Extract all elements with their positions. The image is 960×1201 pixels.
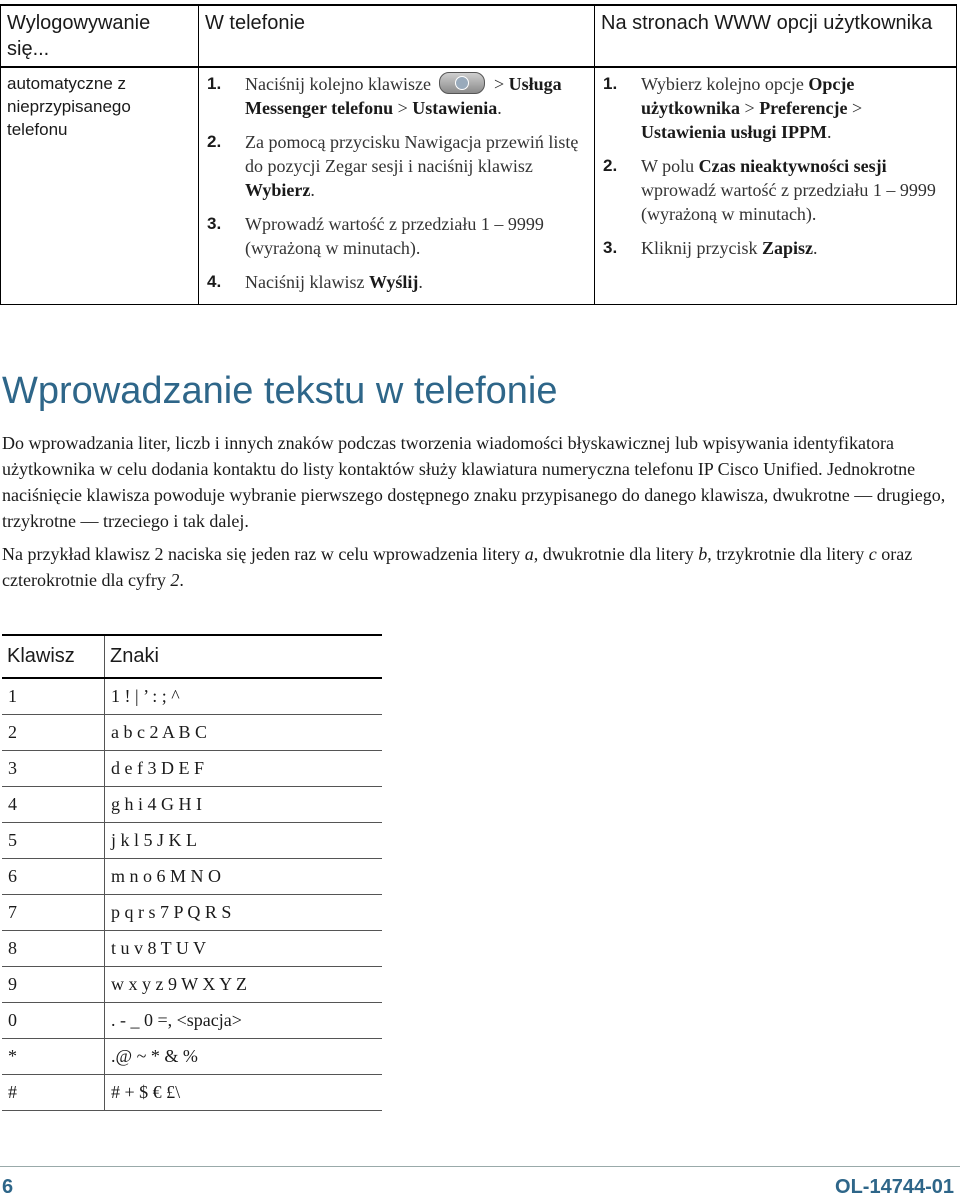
menu-ippm-settings: Ustawienia usługi IPPM <box>641 122 828 142</box>
phone-steps-list <box>205 72 588 294</box>
phone-step-1 <box>205 72 588 120</box>
header-on-phone: W telefonie <box>199 5 595 67</box>
field-session-timeout: Czas nieaktywności sesji <box>698 156 887 176</box>
table-row <box>2 823 382 859</box>
characters-cell: d e f 3 D E F <box>105 751 383 787</box>
characters-cell: j k l 5 J K L <box>105 823 383 859</box>
paragraph-text: , trzykrotnie dla litery <box>707 544 869 564</box>
keypad-characters-table <box>2 634 382 1111</box>
web-steps-cell <box>595 67 957 305</box>
example-letter-c: c <box>868 544 877 564</box>
step-text: Naciśnij klawisz <box>245 272 369 292</box>
key-cell: 3 <box>2 751 105 787</box>
menu-user-options: Opcje użytkownika <box>641 74 855 118</box>
step-text: . <box>497 98 502 118</box>
table-row <box>2 678 382 715</box>
key-cell: 9 <box>2 967 105 1003</box>
paragraph-text: , dwukrotnie dla litery <box>533 544 699 564</box>
step-number: 1. <box>603 74 618 93</box>
save-button-label: Zapisz <box>761 238 813 258</box>
web-step-3 <box>601 236 950 260</box>
step-text: wprowadź wartość z przedziału 1 – 9999 (wyrażoną w minutach). <box>641 180 936 224</box>
characters-cell: t u v 8 T U V <box>105 931 383 967</box>
characters-cell: p q r s 7 P Q R S <box>105 895 383 931</box>
key-cell: 1 <box>2 678 105 715</box>
step-text: Wybierz kolejno opcje <box>641 74 809 94</box>
logout-options-table <box>0 4 957 305</box>
step-number: 2. <box>207 132 222 151</box>
characters-cell: 1 ! | ’ : ; ^ <box>105 678 383 715</box>
example-paragraph <box>2 541 956 593</box>
header-logout: Wylogowywanie się... <box>1 5 199 67</box>
messages-key-icon <box>439 72 485 94</box>
step-text: > <box>847 98 863 118</box>
phone-steps-cell <box>199 67 595 305</box>
key-cell: 7 <box>2 895 105 931</box>
table-row <box>2 1075 382 1111</box>
key-cell: * <box>2 1039 105 1075</box>
characters-cell: w x y z 9 W X Y Z <box>105 967 383 1003</box>
step-number: 1. <box>207 74 222 93</box>
step-number: 3. <box>207 214 222 233</box>
example-letter-a: a <box>524 544 534 564</box>
web-step-1 <box>601 72 950 144</box>
step-text: > <box>740 98 760 118</box>
key-cell: 0 <box>2 1003 105 1039</box>
document-id: OL-14744-01 <box>835 1176 954 1198</box>
table-row <box>2 931 382 967</box>
table-row <box>2 787 382 823</box>
page-number: 6 <box>2 1176 14 1198</box>
step-text: . <box>813 238 818 258</box>
intro-paragraph: Do wprowadzania liter, liczb i innych znaków podczas tworzenia wiadomości błyskawicznej lub wpisywania identyfikatora użytkownika w celu dodania kontaktu do listy kontaktów służy klawiatura numeryczna telefonu IP Cisco Unified. Jednokrotne naciśnięcie klawisza powoduje wybranie pierwszego dostępnego znaku przypisanego do danego klawisza, dwukrotne — drugiego, trzykrotne — trzeciego i tak dalej. <box>2 433 946 531</box>
paragraph-text: . <box>179 570 184 590</box>
key-cell: 2 <box>2 715 105 751</box>
example-digit-2: 2 <box>170 570 180 590</box>
table-header-row <box>1 5 957 67</box>
step-text: Wprowadź wartość z przedziału 1 – 9999 (wyrażoną w minutach). <box>245 214 544 258</box>
table-row <box>1 67 957 305</box>
step-text: Naciśnij kolejno klawisze <box>245 74 431 94</box>
paragraph-text: Na przykład klawisz 2 naciska się jeden raz w celu wprowadzenia litery <box>2 544 525 564</box>
table-row <box>2 859 382 895</box>
characters-cell: g h i 4 G H I <box>105 787 383 823</box>
key-cell: 5 <box>2 823 105 859</box>
step-number: 4. <box>207 272 222 291</box>
web-step-2 <box>601 154 950 226</box>
menu-preferences: Preferencje <box>759 98 848 118</box>
table-row <box>2 1039 382 1075</box>
table-row <box>2 715 382 751</box>
step-text: . <box>418 272 423 292</box>
step-text: W polu <box>641 156 699 176</box>
menu-messenger-service: Usługa Messenger telefonu <box>245 74 562 118</box>
step-text: Za pomocą przycisku Nawigacja przewiń listę do pozycji Zegar sesji i naciśnij klawisz <box>245 132 579 176</box>
phone-step-3 <box>205 212 588 260</box>
step-text: > <box>493 74 509 94</box>
phone-step-2 <box>205 130 588 202</box>
step-number: 2. <box>603 156 618 175</box>
step-number: 3. <box>603 238 618 257</box>
characters-cell: a b c 2 A B C <box>105 715 383 751</box>
step-text: Kliknij przycisk <box>641 238 762 258</box>
keypad-table-body <box>2 678 382 1111</box>
key-cell: 6 <box>2 859 105 895</box>
step-text: > <box>393 98 413 118</box>
table-row <box>2 895 382 931</box>
row-label: automatyczne z nieprzypisanego telefonu <box>7 74 131 139</box>
header-key: Klawisz <box>2 635 105 678</box>
footer-divider <box>0 1166 960 1167</box>
table-row <box>2 751 382 787</box>
table-row <box>2 967 382 1003</box>
key-cell: 8 <box>2 931 105 967</box>
header-characters: Znaki <box>105 635 383 678</box>
characters-cell: .@ ~ * & % <box>105 1039 383 1075</box>
characters-cell: . - _ 0 =, <spacja> <box>105 1003 383 1039</box>
step-text: . <box>827 122 832 142</box>
characters-cell: # + $ € £\ <box>105 1075 383 1111</box>
characters-cell: m n o 6 M N O <box>105 859 383 895</box>
row-label-cell <box>1 67 199 305</box>
select-key-label: Wybierz <box>245 180 311 200</box>
section-heading: Wprowadzanie tekstu w telefonie <box>2 370 558 412</box>
header-user-options-web: Na stronach WWW opcji użytkownika <box>595 5 957 67</box>
table-row <box>2 1003 382 1039</box>
send-key-label: Wyślij <box>368 272 419 292</box>
web-steps-list <box>601 72 950 260</box>
step-text: . <box>310 180 315 200</box>
key-cell: # <box>2 1075 105 1111</box>
example-letter-b: b <box>698 544 708 564</box>
phone-step-4 <box>205 270 588 294</box>
menu-settings: Ustawienia <box>412 98 498 118</box>
paragraph-text: oraz czterokrotnie dla cyfry <box>2 544 913 590</box>
table-header-row <box>2 635 382 678</box>
key-cell: 4 <box>2 787 105 823</box>
